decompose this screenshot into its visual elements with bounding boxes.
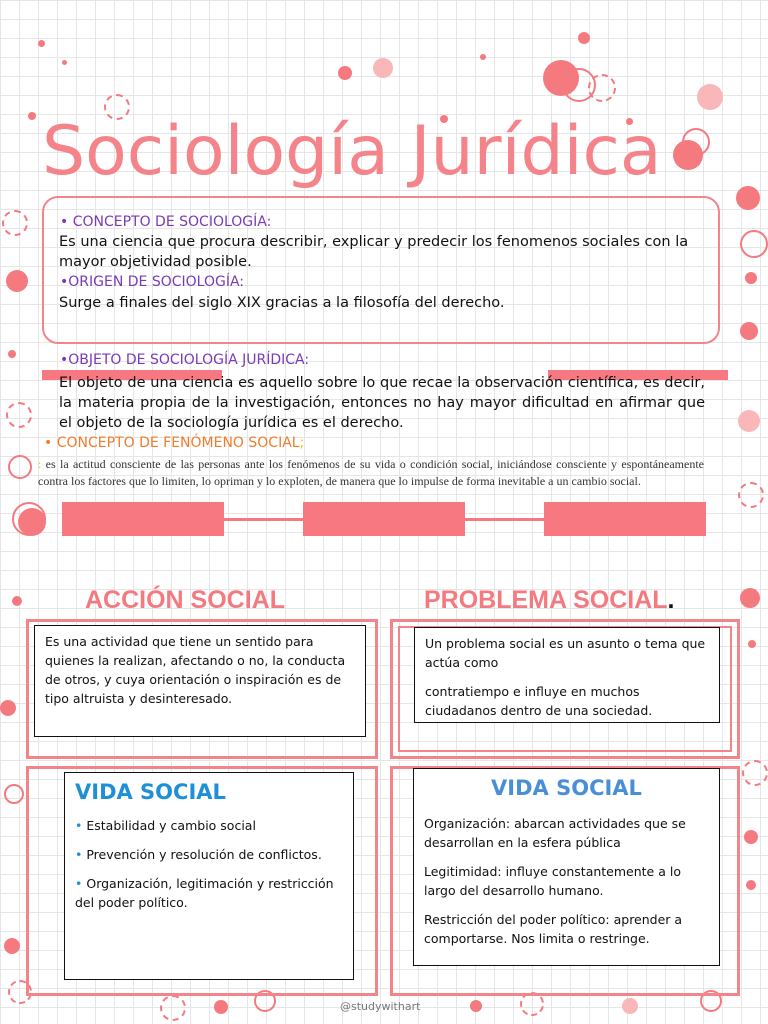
decor-ring [160, 995, 186, 1021]
decor-dot [745, 272, 757, 284]
problema-text-1: Un problema social es un asunto o tema que actúa como [425, 636, 706, 670]
fenomeno-body: es la actitud consciente de las personas ante los fenómenos de su vida o condición social, iniciándose consciente y espontáneamente contra los factores que lo limiten, lo opriman y lo exploten, de manera que lo impulse de forma inevitable a un cambio social. [38, 457, 704, 488]
page-title: Sociología Jurídica [42, 112, 662, 191]
decor-dot [0, 700, 16, 716]
decor-dot [697, 84, 723, 110]
accion-heading: ACCIÓN SOCIAL [85, 586, 285, 614]
concepto-text: Es una ciencia que procura describir, explicar y predecir los fenomenos sociales con la mayor objetividad posible. [59, 234, 689, 270]
decor-dot [8, 350, 16, 358]
decor-dot [12, 596, 22, 606]
decor-dot [740, 322, 758, 340]
fenomeno-heading-label: CONCEPTO DE FENÓMENO SOCIAL [56, 435, 300, 451]
vida-right-heading: VIDA SOCIAL [491, 776, 642, 800]
origen-text: Surge a finales del siglo XIX gracias a la filosofía del derecho. [59, 295, 505, 311]
decor-dot [622, 998, 638, 1014]
decor-dot [338, 66, 352, 80]
decor-ring [4, 784, 24, 804]
fenomeno-heading [44, 435, 304, 451]
decor-dot [4, 938, 20, 954]
decor-dot [748, 640, 756, 648]
accion-card [34, 625, 366, 737]
problema-text-2: contratiempo e influye en muchos ciudadanos dentro de una sociedad. [425, 684, 653, 718]
decor-dot [480, 54, 486, 60]
decor-dot [28, 112, 36, 120]
vida-left-item: • Prevención y resolución de conflictos. [75, 847, 322, 862]
decor-dot [470, 1000, 482, 1012]
accion-text: Es una actividad que tiene un sentido para quienes la realizan, afectando o no, la conducta de otros, y cuya orientación o inspiración es de tipo altruista y desinteresado. [45, 634, 346, 706]
decor-ring [6, 402, 32, 428]
vida-left-item: • Organización, legitimación y restricción del poder político. [75, 876, 334, 910]
connector-block-2 [303, 502, 465, 536]
problema-card [414, 627, 720, 723]
decor-dot [38, 40, 45, 47]
decor-ring [12, 502, 46, 536]
problema-heading-period: . [667, 586, 675, 614]
decor-ring [742, 760, 768, 786]
decor-ring [740, 230, 768, 258]
decor-dot [744, 830, 758, 844]
decor-ring [738, 482, 764, 508]
vida-right-item: Organización: abarcan actividades que se desarrollan en la esfera pública [424, 816, 686, 850]
fenomeno-text [38, 456, 704, 490]
vida-right-item: Restricción del poder político: aprender a comportarse. Nos limita o restringe. [424, 912, 683, 946]
objeto-text: El objeto de una ciencia es aquello sobre lo que recae la observación científica, es decir, la materia propia de la investigación, entonces no hay mayor dificultad en afirmar que el objeto de la sociología jurídica es el derecho. [59, 375, 705, 431]
fenomeno-semicolon: ; [299, 435, 305, 451]
decor-dot [740, 588, 760, 608]
decor-ring [588, 74, 616, 102]
connector-block-3 [544, 502, 706, 536]
vida-right-item: Legitimidad: influye constantemente a lo largo del desarrollo humano. [424, 864, 681, 898]
decor-dot [214, 1000, 228, 1014]
vida-right-card [413, 768, 720, 966]
decor-ring [2, 210, 28, 236]
credit-watermark: @studywithart [340, 1000, 421, 1013]
problema-heading-label: PROBLEMA SOCIAL [424, 586, 668, 614]
vida-left-item: • Estabilidad y cambio social [75, 818, 256, 833]
vida-left-heading: VIDA SOCIAL [75, 780, 226, 804]
fenomeno-bullet: • [44, 435, 53, 451]
problema-heading [424, 586, 674, 615]
decor-ring [8, 455, 32, 479]
decor-dot [373, 58, 393, 78]
decor-dot [736, 186, 760, 210]
fenomeno-lead: : [38, 457, 42, 471]
vida-left-card [64, 772, 354, 980]
decor-dot [738, 410, 760, 432]
origen-heading: •ORIGEN DE SOCIOLOGÍA: [60, 274, 245, 290]
decor-dot [746, 880, 756, 890]
decor-dot [62, 60, 67, 65]
objeto-heading: •OBJETO DE SOCIOLOGÍA JURÍDICA: [60, 352, 310, 368]
decor-dot [578, 32, 590, 44]
concepto-heading: • CONCEPTO DE SOCIOLOGÍA: [60, 214, 272, 230]
connector-block-1 [62, 502, 224, 536]
decor-dot [6, 270, 28, 292]
